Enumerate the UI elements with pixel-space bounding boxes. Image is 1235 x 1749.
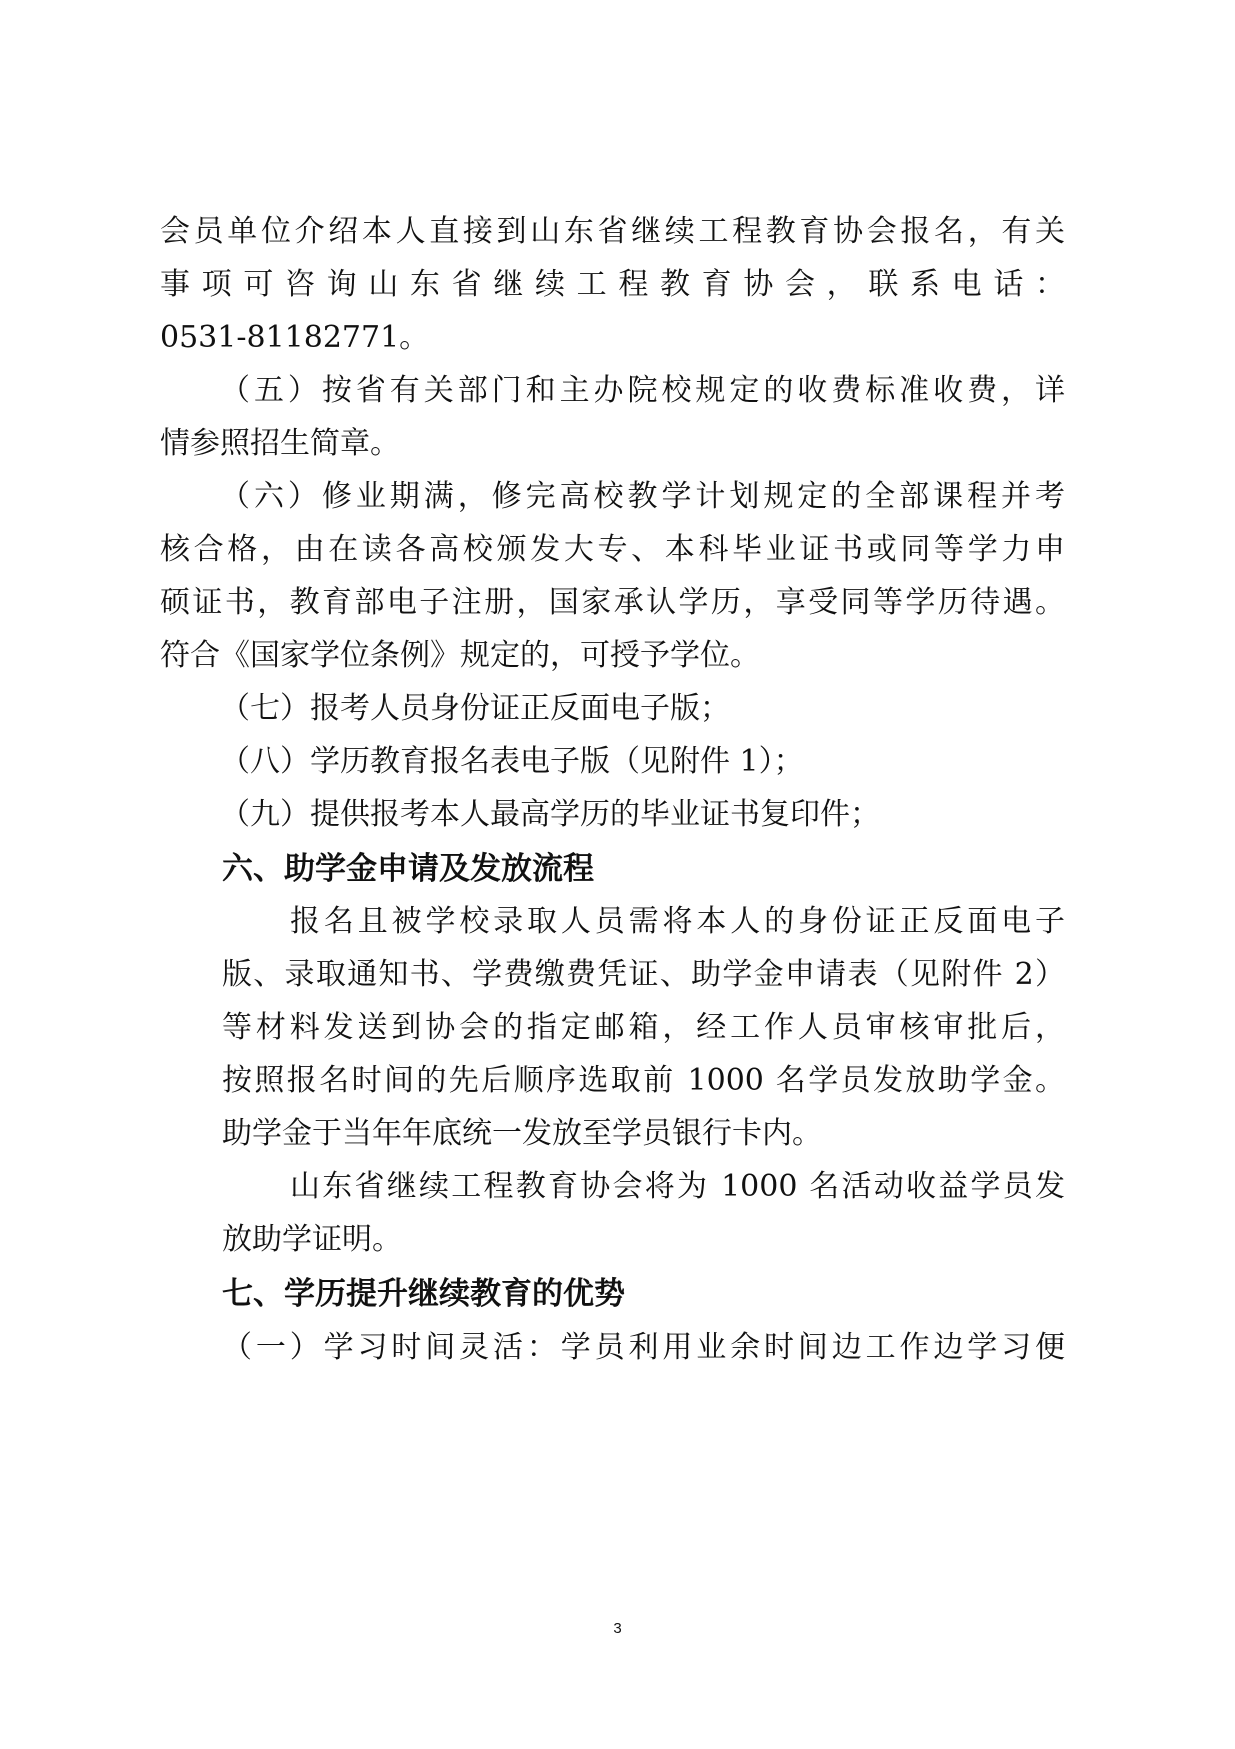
paragraph-line: 等材料发送到协会的指定邮箱，经工作人员审核审批后， bbox=[222, 1010, 1065, 1045]
paragraph-line: 0531-81182771。 bbox=[160, 320, 430, 355]
paragraph-line: 核合格，由在读各高校颁发大专、本科毕业证书或同等学力申 bbox=[160, 532, 1065, 567]
paragraph-line: 按照报名时间的先后顺序选取前 1000 名学员发放助学金。 bbox=[222, 1063, 1065, 1098]
paragraph-line: （一）学习时间灵活：学员利用业余时间边工作边学习便 bbox=[222, 1330, 1065, 1365]
paragraph-line: 会员单位介绍本人直接到山东省继续工程教育协会报名，有关 bbox=[160, 214, 1065, 249]
paragraph-line: 符合《国家学位条例》规定的，可授予学位。 bbox=[160, 638, 760, 673]
list-item: （九）提供报考本人最高学历的毕业证书复印件； bbox=[220, 797, 880, 832]
paragraph-line: 情参照招生简章。 bbox=[160, 426, 400, 461]
paragraph-line: （五）按省有关部门和主办院校规定的收费标准收费，详 bbox=[220, 373, 1065, 408]
paragraph-line: 硕证书，教育部电子注册，国家承认学历，享受同等学历待遇。 bbox=[160, 585, 1065, 620]
paragraph-line: 放助学证明。 bbox=[222, 1222, 402, 1257]
paragraph-line: 版、录取通知书、学费缴费凭证、助学金申请表（见附件 2） bbox=[222, 957, 1065, 992]
list-item: （八）学历教育报名表电子版（见附件 1）； bbox=[220, 744, 804, 779]
section-heading: 七、学历提升继续教育的优势 bbox=[222, 1276, 625, 1312]
paragraph-line: 报名且被学校录取人员需将本人的身份证正反面电子 bbox=[290, 904, 1065, 939]
paragraph-line: （六）修业期满，修完高校教学计划规定的全部课程并考 bbox=[220, 479, 1065, 514]
paragraph-line: 事项可咨询山东省继续工程教育协会，联系电话： bbox=[160, 267, 1065, 302]
paragraph-line: 助学金于当年年底统一发放至学员银行卡内。 bbox=[222, 1116, 822, 1151]
page-number: 3 bbox=[613, 1620, 622, 1637]
section-heading: 六、助学金申请及发放流程 bbox=[222, 851, 594, 887]
paragraph-line: 山东省继续工程教育协会将为 1000 名活动收益学员发 bbox=[290, 1169, 1065, 1204]
list-item: （七）报考人员身份证正反面电子版； bbox=[220, 691, 730, 726]
